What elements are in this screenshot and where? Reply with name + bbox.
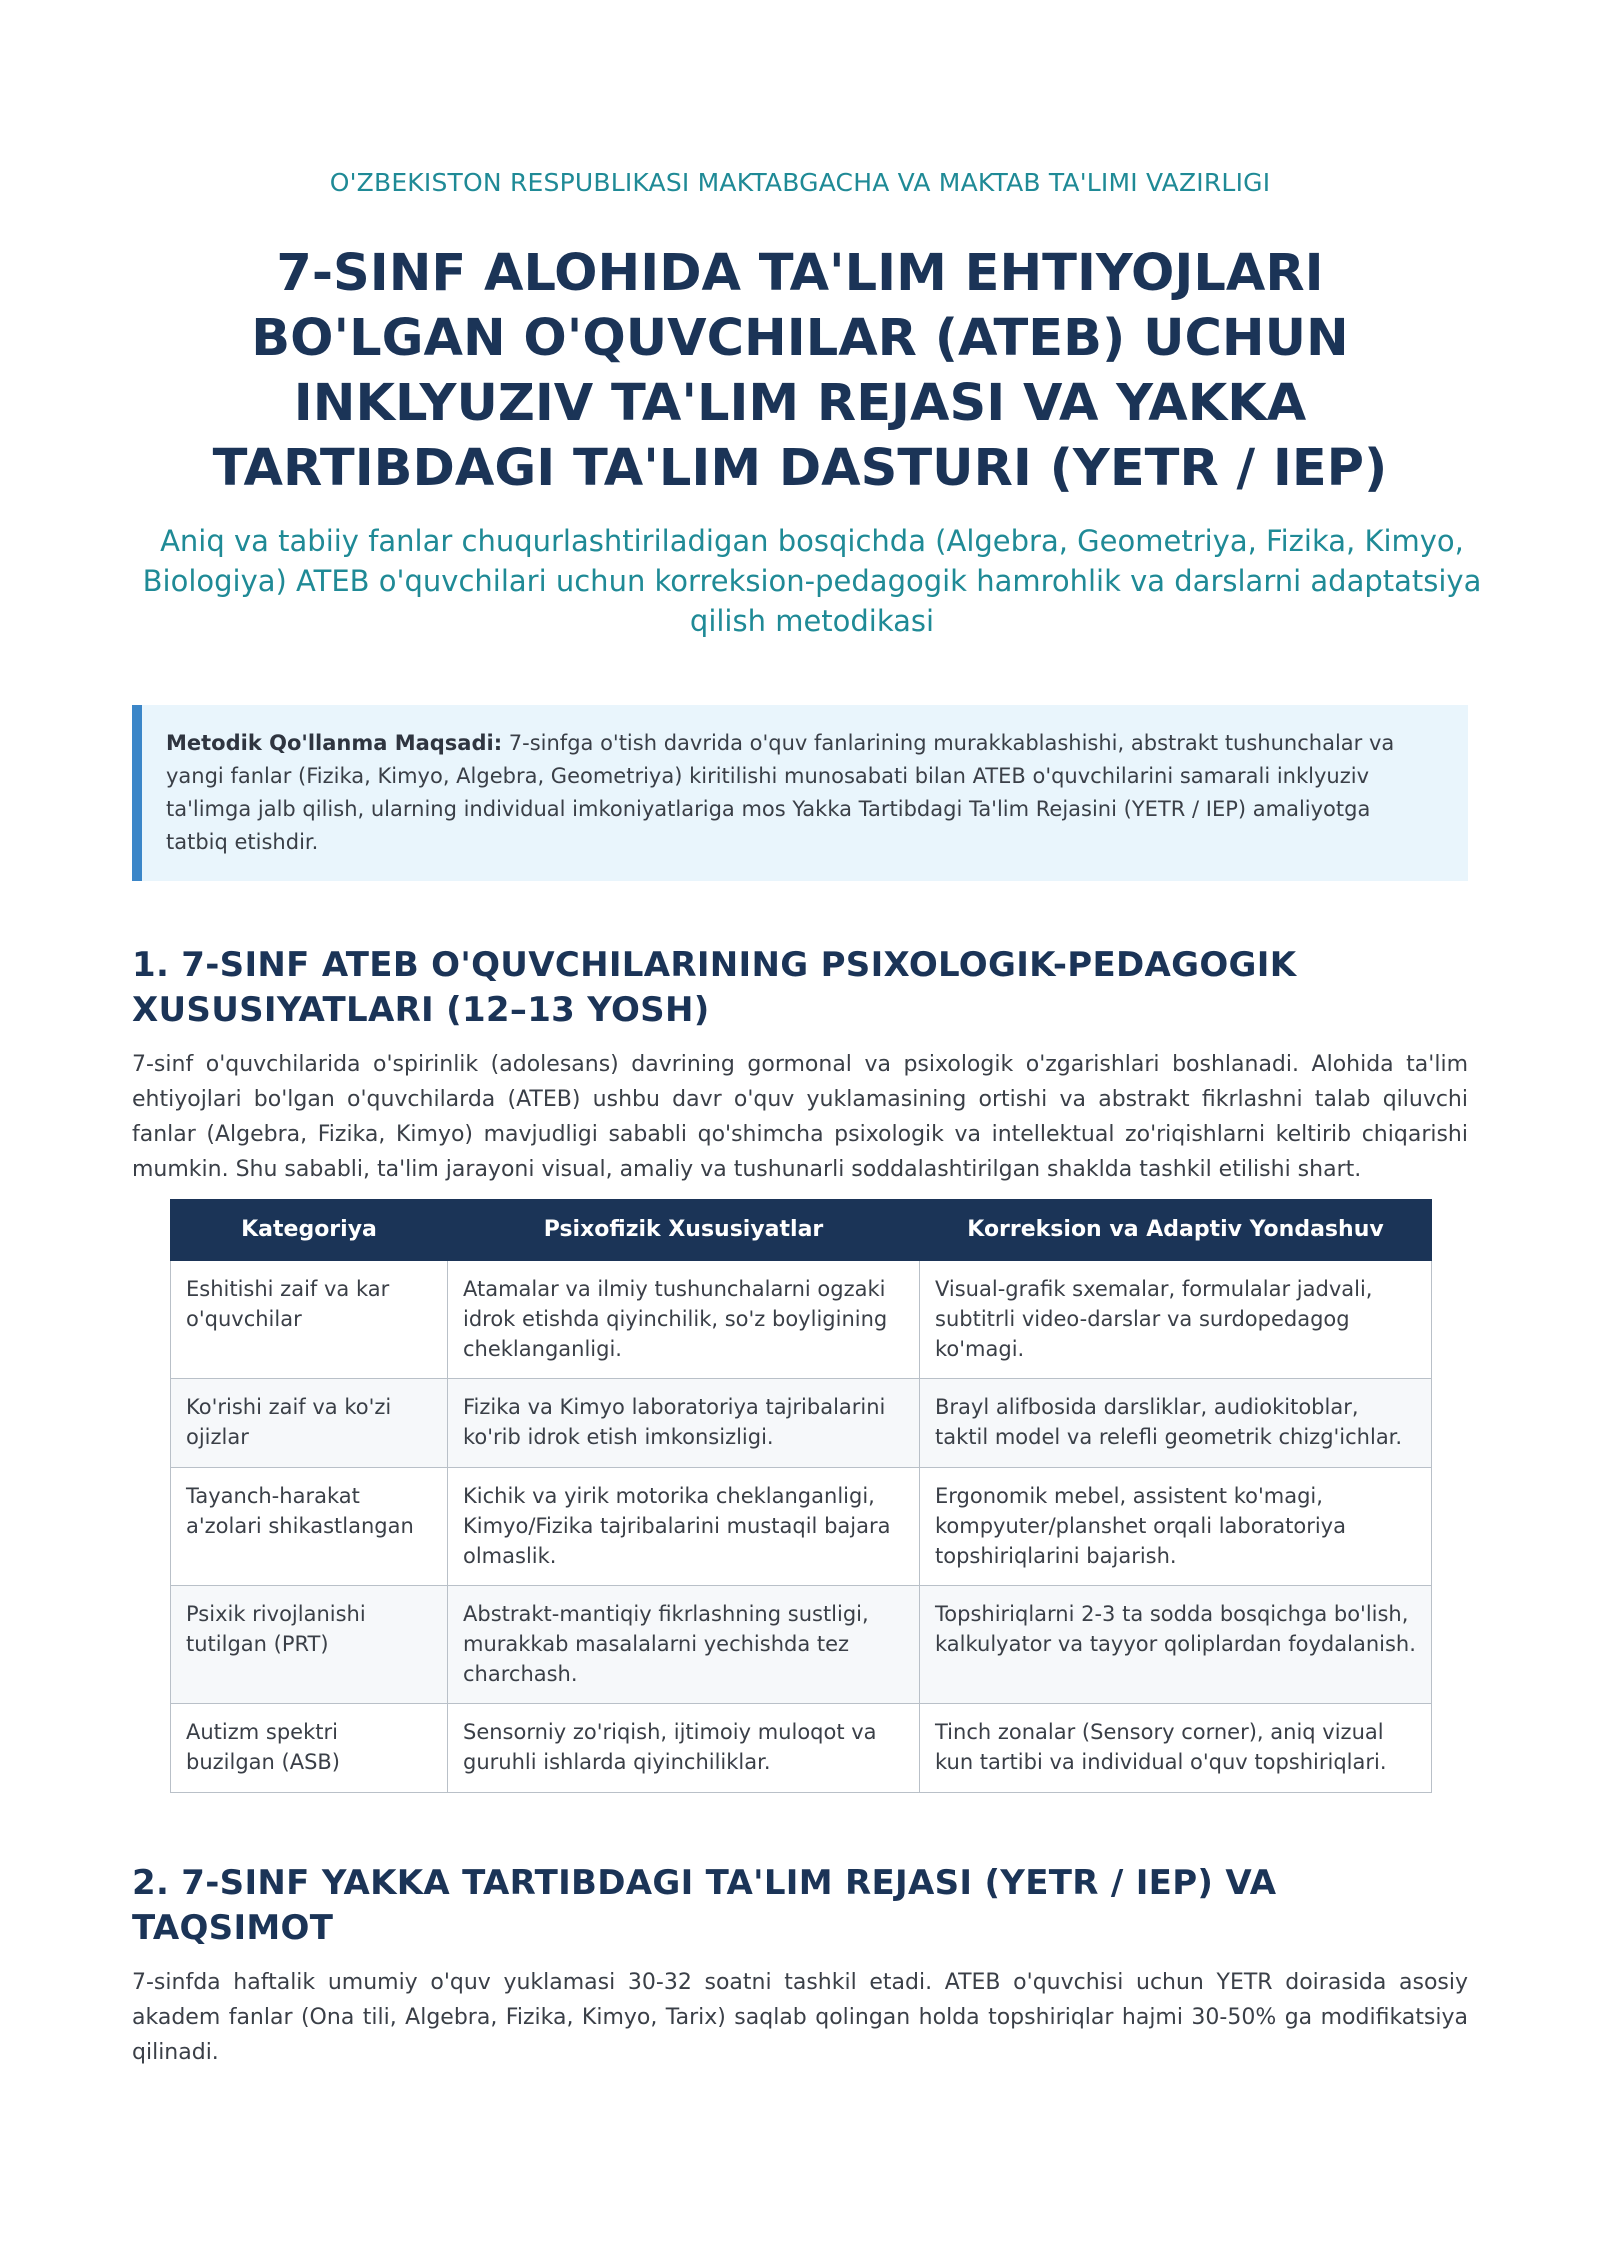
cell-features: Kichik va yirik motorika cheklanganligi, Kimyo/Fizika tajribalarini mustaqil bajara olmaslik. — [448, 1468, 920, 1586]
column-header-category: Kategoriya — [171, 1200, 448, 1261]
callout-text: 7-sinfga o'tish davrida o'quv fanlarining murakkablashishi, abstrakt tushunchalar va yangi fanlar (Fizika, Kimyo, Algebra, Geometriya) kiritilishi munosabati bilan ATEB o'quvchilarini samarali inklyuziv ta'limga jalb qilish, ularning individual imkoniyatlariga mos Yakka Tartibdagi Ta'lim Rejasini (YETR / IEP) amaliyotga tatbiq etishdir. — [166, 731, 1395, 854]
column-header-features: Psixofizik Xususiyatlar — [448, 1200, 920, 1261]
cell-approach: Tinch zonalar (Sensory corner), aniq vizual kun tartibi va individual o'quv topshiriqlari. — [920, 1704, 1432, 1793]
cell-category: Psixik rivojlanishi tutilgan (PRT) — [171, 1586, 448, 1704]
cell-features: Sensorniy zo'riqish, ijtimoiy muloqot va guruhli ishlarda qiyinchiliklar. — [448, 1704, 920, 1793]
table-row — [171, 1379, 1432, 1468]
section-1-paragraph: 7-sinf o'quvchilarida o'spirinlik (adolesans) davrining gormonal va psixologik o'zgarishlari boshlanadi. Alohida ta'lim ehtiyojlari bo'lgan o'quvchilarda (ATEB) ushbu davr o'quv yuklamasining ortishi va abstrakt fikrlashni talab qiluvchi fanlar (Algebra, Fizika, Kimyo) mavjudligi sababli qo'shimcha psixologik va intellektual zo'riqishlarni keltirib chiqarishi mumkin. Shu sababli, ta'lim jarayoni visual, amaliy va tushunarli soddalashtirilgan shaklda tashkil etilishi shart. — [132, 1052, 1468, 1182]
cell-category: Ko'rishi zaif va ko'zi ojizlar — [171, 1379, 448, 1468]
cell-approach: Ergonomik mebel, assistent ko'magi, kompyuter/planshet orqali laboratoriya topshiriqlarini bajarish. — [920, 1468, 1432, 1586]
cell-category: Tayanch-harakat a'zolari shikastlangan — [171, 1468, 448, 1586]
cell-approach: Brayl alifbosida darsliklar, audiokitoblar, taktil model va relefli geometrik chizg'ichlar. — [920, 1379, 1432, 1468]
cell-approach: Topshiriqlarni 2-3 ta sodda bosqichga bo'lish, kalkulyator va tayyor qoliplardan foydalanish. — [920, 1586, 1432, 1704]
table-row — [171, 1468, 1432, 1586]
section-1-heading: 1. 7-SINF ATEB O'QUVCHILARINING PSIXOLOGIK-PEDAGOGIK XUSUSIYATLARI (12–13 YOSH) — [132, 945, 1297, 1030]
column-header-approach: Korreksion va Adaptiv Yondashuv — [920, 1200, 1432, 1261]
section-2-heading: 2. 7-SINF YAKKA TARTIBDAGI TA'LIM REJASI (YETR / IEP) VA TAQSIMOT — [132, 1863, 1277, 1948]
purpose-callout — [132, 705, 1468, 881]
document-subtitle: Aniq va tabiiy fanlar chuqurlashtiriladigan bosqichda (Algebra, Geometriya, Fizika, Kimyo, Biologiya) ATEB o'quvchilari uchun korreksion-pedagogik hamrohlik va darslarni adaptatsiya qilish metodikasi — [142, 524, 1482, 638]
cell-features: Atamalar va ilmiy tushunchalarni ogzaki idrok etishda qiyinchilik, so'z boyligining cheklanganligi. — [448, 1261, 920, 1379]
cell-features: Fizika va Kimyo laboratoriya tajribalarini ko'rib idrok etish imkonsizligi. — [448, 1379, 920, 1468]
cell-approach: Visual-grafik sxemalar, formulalar jadvali, subtitrli video-darslar va surdopedagog ko'magi. — [920, 1261, 1432, 1379]
cell-features: Abstrakt-mantiqiy fikrlashning sustligi, murakkab masalalarni yechishda tez charchash. — [448, 1586, 920, 1704]
category-table — [170, 1199, 1432, 1793]
callout-lead: Metodik Qo'llanma Maqsadi: — [166, 731, 503, 755]
table-header-row — [171, 1200, 1432, 1261]
section-2-paragraph: 7-sinfda haftalik umumiy o'quv yuklamasi 30-32 soatni tashkil etadi. ATEB o'quvchisi uchun YETR doirasida asosiy akadem fanlar (Ona tili, Algebra, Fizika, Kimyo, Tarix) saqlab qolingan holda topshiriqlar hajmi 30-50% ga modifikatsiya qilinadi. — [132, 1970, 1468, 2065]
table-row — [171, 1704, 1432, 1793]
cell-category: Autizm spektri buzilgan (ASB) — [171, 1704, 448, 1793]
ministry-name: O'ZBEKISTON RESPUBLIKASI MAKTABGACHA VA MAKTAB TA'LIMI VAZIRLIGI — [329, 168, 1271, 197]
document-title: 7-SINF ALOHIDA TA'LIM EHTIYOJLARI BO'LGAN O'QUVCHILAR (ATEB) UCHUN INKLYUZIV TA'LIM REJASI VA YAKKA TARTIBDAGI TA'LIM DASTURI (YETR / IEP) — [212, 244, 1388, 498]
table-row — [171, 1261, 1432, 1379]
table-row — [171, 1586, 1432, 1704]
cell-category: Eshitishi zaif va kar o'quvchilar — [171, 1261, 448, 1379]
